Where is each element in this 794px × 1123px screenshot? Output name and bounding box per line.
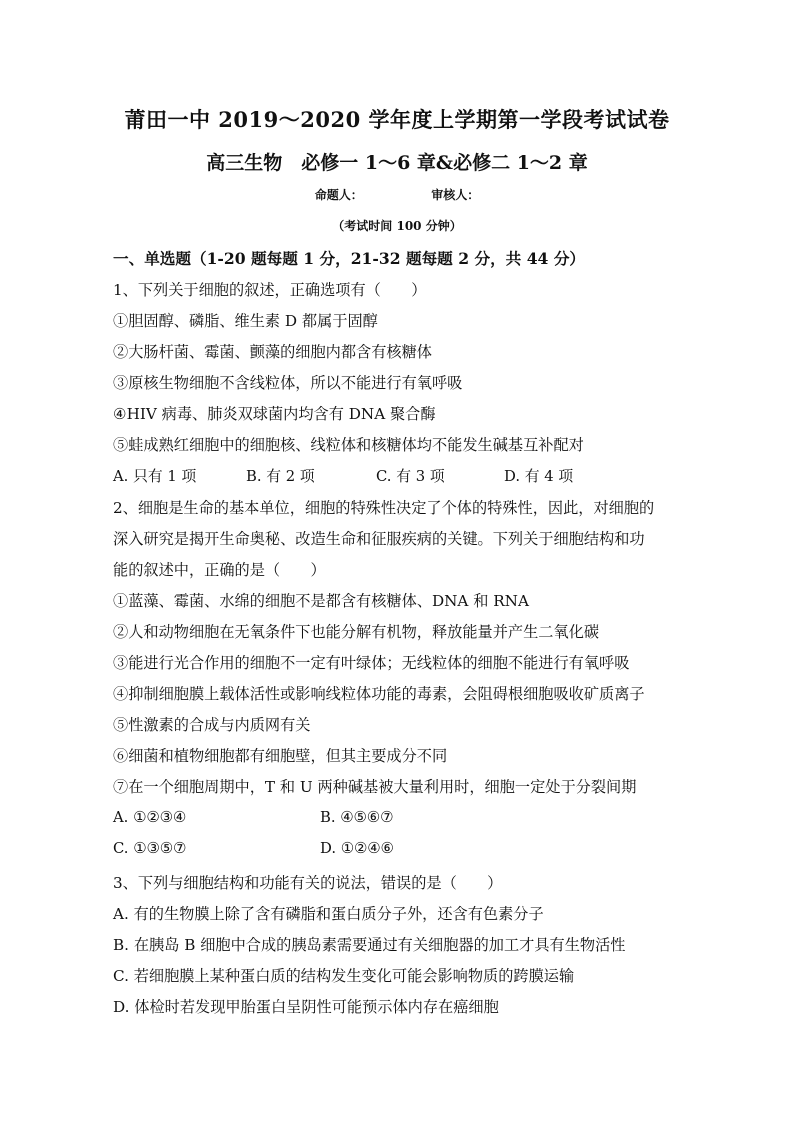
- exam-time: （考试时间 100 分钟）: [332, 219, 462, 233]
- question-2-statement: ⑤性激素的合成与内质网有关: [113, 716, 311, 734]
- question-3-option-b: B. 在胰岛 B 细胞中合成的胰岛素需要通过有关细胞器的加工才具有生物活性: [113, 936, 626, 954]
- question-3-stem: 3、下列与细胞结构和功能有关的说法，错误的是（ ）: [113, 874, 503, 892]
- question-2-option-c: C. ①③⑤⑦: [113, 840, 187, 857]
- question-2-stem-line: 能的叙述中，正确的是（ ）: [113, 561, 326, 579]
- question-2-stem-line: 2、细胞是生命的基本单位，细胞的特殊性决定了个体的特殊性，因此，对细胞的: [113, 499, 655, 517]
- exam-subtitle: 高三生物 必修一 1～6 章&必修二 1～2 章: [206, 152, 588, 174]
- exam-title: 莆田一中 2019～2020 学年度上学期第一学段考试试卷: [124, 107, 670, 132]
- question-1-statement: ④HIV 病毒、肺炎双球菌内均含有 DNA 聚合酶: [113, 405, 436, 423]
- question-2-option-b: B. ④⑤⑥⑦: [320, 809, 394, 826]
- question-1-option-d: D. 有 4 项: [504, 468, 574, 485]
- question-1-stem: 1、下列关于细胞的叙述，正确选项有（ ）: [113, 281, 427, 299]
- question-1-statement: ⑤蛙成熟红细胞中的细胞核、线粒体和核糖体均不能发生碱基互补配对: [113, 436, 584, 454]
- question-2-statement: ②人和动物细胞在无氧条件下也能分解有机物，释放能量并产生二氧化碳: [113, 623, 599, 641]
- question-3-option-a: A. 有的生物膜上除了含有磷脂和蛋白质分子外，还含有色素分子: [113, 905, 544, 923]
- question-2-statement: ①蓝藻、霉菌、水绵的细胞不是都含有核糖体、DNA 和 RNA: [113, 592, 529, 610]
- question-2-statement: ⑦在一个细胞周期中，T 和 U 两种碱基被大量利用时，细胞一定处于分裂间期: [113, 778, 637, 796]
- question-1-option-b: B. 有 2 项: [246, 468, 315, 485]
- question-1-statement: ③原核生物细胞不含线粒体，所以不能进行有氧呼吸: [113, 374, 463, 392]
- question-1-statement: ②大肠杆菌、霉菌、颤藻的细胞内都含有核糖体: [113, 343, 432, 361]
- question-2-statement: ④抑制细胞膜上载体活性或影响线粒体功能的毒素，会阻碍根细胞吸收矿质离子: [113, 685, 645, 703]
- question-1-option-a: A. 只有 1 项: [113, 468, 197, 485]
- question-1-statement: ①胆固醇、磷脂、维生素 D 都属于固醇: [113, 312, 378, 330]
- exam-meta: [0, 186, 794, 203]
- question-3-option-c: C. 若细胞膜上某种蛋白质的结构发生变化可能会影响物质的跨膜运输: [113, 967, 575, 985]
- question-2-option-a: A. ①②③④: [113, 809, 187, 826]
- question-3-option-d: D. 体检时若发现甲胎蛋白呈阴性可能预示体内存在癌细胞: [113, 998, 499, 1016]
- question-2-statement: ⑥细菌和植物细胞都有细胞壁，但其主要成分不同: [113, 747, 448, 765]
- question-1-option-c: C. 有 3 项: [376, 468, 445, 485]
- section-heading: 一、单选题（1-20 题每题 1 分，21-32 题每题 2 分，共 44 分）: [113, 249, 586, 268]
- question-2-option-d: D. ①②④⑥: [320, 840, 394, 857]
- question-2-stem-line: 深入研究是揭开生命奥秘、改造生命和征服疾病的关键。下列关于细胞结构和功: [113, 530, 645, 548]
- question-2-statement: ③能进行光合作用的细胞不一定有叶绿体；无线粒体的细胞不能进行有氧呼吸: [113, 654, 630, 672]
- author-label: 命题人：: [314, 188, 363, 202]
- reviewer-label: 审核人：: [431, 188, 480, 202]
